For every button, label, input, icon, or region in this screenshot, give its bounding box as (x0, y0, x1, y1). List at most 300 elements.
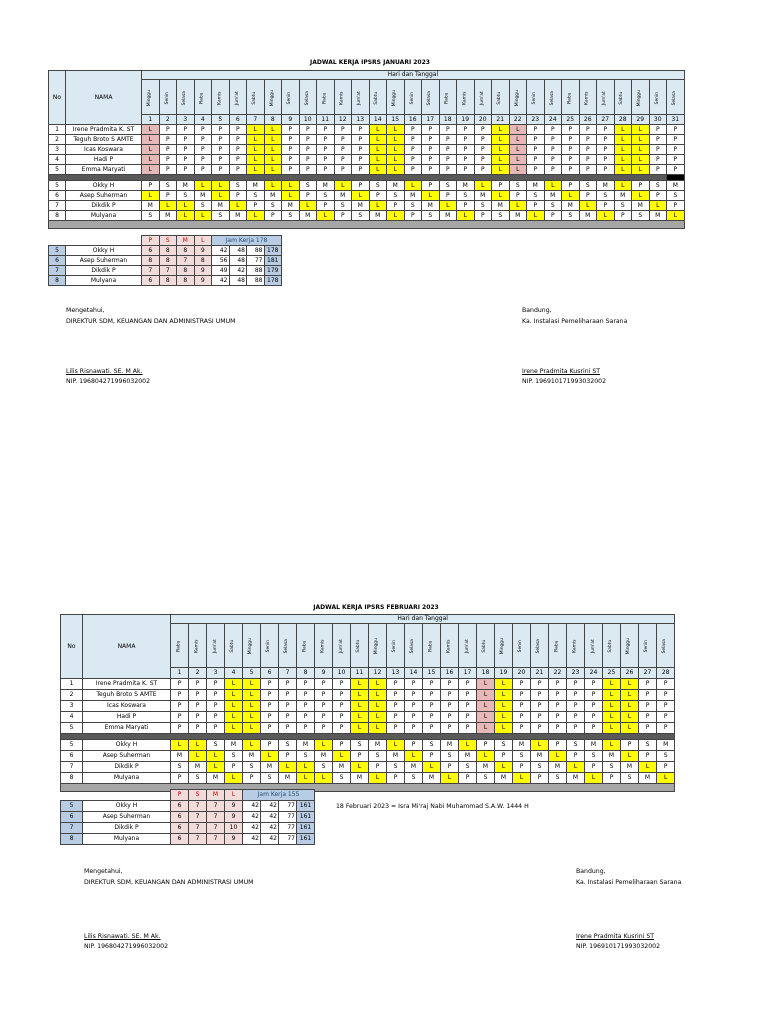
summary-count-p: 6 (171, 812, 189, 823)
shift-cell: L (495, 690, 513, 701)
shift-cell: P (531, 690, 549, 701)
shift-cell: P (177, 165, 195, 175)
shift-cell: P (317, 201, 335, 211)
summary-hours: 42 (261, 812, 279, 823)
feb-right-signer-nip: NIP. 196910171993032002 (576, 943, 661, 950)
shift-cell: P (189, 712, 207, 723)
shift-cell: P (657, 723, 675, 734)
shift-cell: P (333, 690, 351, 701)
shift-cell: P (562, 165, 580, 175)
shift-cell: L (477, 751, 495, 762)
shift-cell: P (459, 773, 477, 784)
shift-cell: L (369, 145, 387, 155)
feb-schedule-table (60, 614, 675, 792)
shift-cell: P (474, 211, 492, 221)
summary-head-m: M (177, 236, 195, 246)
shift-cell: P (474, 135, 492, 145)
day-name-cell (171, 624, 189, 668)
shift-cell: S (212, 211, 230, 221)
shift-cell: S (614, 201, 632, 211)
shift-cell: M (562, 201, 580, 211)
day-name: Jum'at (602, 91, 608, 105)
shift-cell: P (567, 712, 585, 723)
shift-cell: L (207, 762, 225, 773)
shift-cell: M (649, 211, 667, 221)
shift-cell: S (457, 191, 475, 201)
shift-cell: P (562, 135, 580, 145)
shift-cell: L (369, 679, 387, 690)
shift-cell: P (351, 751, 369, 762)
day-name-cell (279, 624, 297, 668)
date-cell: 13 (387, 668, 405, 679)
shift-cell: P (159, 191, 177, 201)
shift-cell: M (189, 762, 207, 773)
date-cell: 9 (315, 668, 333, 679)
employee-name: Irene Pradmita K. ST (83, 679, 171, 690)
shift-cell: P (579, 145, 597, 155)
shift-cell: P (513, 701, 531, 712)
summary-name: Asep Suherman (66, 256, 142, 266)
shift-cell: P (299, 125, 317, 135)
shift-cell: P (549, 740, 567, 751)
shift-cell: L (614, 135, 632, 145)
shift-cell: M (509, 211, 527, 221)
shift-cell: P (567, 679, 585, 690)
shift-cell: L (351, 712, 369, 723)
shift-cell: L (297, 762, 315, 773)
date-cell: 19 (457, 115, 475, 125)
summary-count-s: 8 (159, 276, 177, 286)
shift-cell: P (531, 712, 549, 723)
shift-cell: P (279, 723, 297, 734)
day-name: Jum'at (590, 639, 596, 654)
shift-cell: M (369, 740, 387, 751)
employee-name: Mulyana (83, 773, 171, 784)
feb-direktur: DIREKTUR SDM, KEUANGAN DAN ADMINISTRASI UMUM (84, 879, 254, 886)
shift-cell: P (567, 751, 585, 762)
shift-cell: P (315, 679, 333, 690)
shift-cell: P (387, 723, 405, 734)
date-cell: 22 (509, 115, 527, 125)
date-cell: 18 (439, 115, 457, 125)
shift-cell: M (229, 211, 247, 221)
shift-cell: M (621, 762, 639, 773)
shift-cell: L (549, 751, 567, 762)
shift-cell: P (212, 165, 230, 175)
shift-cell: P (657, 762, 675, 773)
shift-cell: M (142, 201, 160, 211)
feb-ka-instalasi: Ka. Instalasi Pemeliharaan Sarana (576, 879, 682, 886)
shift-cell: S (513, 751, 531, 762)
row-number: 5 (49, 165, 66, 175)
summary-head-l: L (194, 236, 212, 246)
date-cell: 21 (492, 115, 510, 125)
shift-cell: S (317, 191, 335, 201)
shift-cell: P (352, 135, 370, 145)
shift-cell: P (207, 712, 225, 723)
shift-cell: P (459, 712, 477, 723)
shift-cell: M (474, 191, 492, 201)
shift-cell: P (404, 211, 422, 221)
february-title: JADWAL KERJA IPSRS FEBRUARI 2023 (313, 604, 439, 611)
shift-cell: L (247, 135, 265, 145)
shift-cell: P (279, 690, 297, 701)
shift-cell: P (439, 135, 457, 145)
summary-hours: 42 (243, 812, 261, 823)
shift-cell: P (544, 145, 562, 155)
shift-cell: P (352, 155, 370, 165)
date-cell: 28 (614, 115, 632, 125)
shift-cell: P (194, 145, 212, 155)
summary-count-m: 8 (177, 276, 195, 286)
hari-tanggal-header: Hari dan Tanggal (142, 71, 685, 80)
shift-cell: L (369, 135, 387, 145)
day-name: Rabu (322, 92, 328, 104)
shift-cell: P (282, 125, 300, 135)
jan-mengetahui: Mengetahui, (66, 307, 105, 314)
shift-cell: L (387, 145, 405, 155)
table-row (61, 751, 675, 762)
shift-cell: P (549, 701, 567, 712)
date-cell: 10 (333, 668, 351, 679)
shift-cell: L (225, 679, 243, 690)
nama-header: NAMA (66, 71, 142, 125)
shift-cell: M (159, 211, 177, 221)
employee-name: Teguh Broto S AMTE (66, 135, 142, 145)
day-name-cell (351, 624, 369, 668)
jan-right-signer-nip: NIP. 196910171993032002 (522, 378, 607, 385)
day-name-cell (369, 624, 387, 668)
shift-cell: P (597, 165, 615, 175)
shift-cell: M (603, 751, 621, 762)
shift-cell: P (279, 751, 297, 762)
summary-name: Dikdik P (66, 266, 142, 276)
shift-cell: L (509, 145, 527, 155)
shift-cell: P (639, 701, 657, 712)
shift-cell: L (639, 762, 657, 773)
employee-name: Asep Suherman (83, 751, 171, 762)
shift-cell: S (492, 211, 510, 221)
summary-count-l: 9 (225, 801, 243, 812)
shift-cell: M (212, 201, 230, 211)
summary-no: 5 (61, 801, 83, 812)
summary-count-s: 7 (189, 834, 207, 845)
shift-cell: P (405, 690, 423, 701)
day-name: Selasa (284, 639, 290, 654)
shift-cell: P (423, 712, 441, 723)
summary-row (61, 834, 315, 845)
shift-cell: S (544, 201, 562, 211)
shift-cell: L (603, 712, 621, 723)
shift-cell: P (597, 145, 615, 155)
shift-cell: M (299, 211, 317, 221)
shift-cell: P (441, 679, 459, 690)
shift-cell: P (527, 201, 545, 211)
day-name-cell (441, 624, 459, 668)
summary-row (61, 801, 315, 812)
shift-cell: L (369, 165, 387, 175)
row-number: 7 (49, 201, 66, 211)
shift-cell: L (315, 740, 333, 751)
day-name-cell (549, 624, 567, 668)
shift-cell: S (207, 740, 225, 751)
shift-cell: P (352, 125, 370, 135)
day-name-cell (387, 624, 405, 668)
day-name-cell (621, 624, 639, 668)
shift-cell: S (527, 191, 545, 201)
row-number: 4 (49, 155, 66, 165)
day-name-cell (243, 624, 261, 668)
shift-cell: P (189, 701, 207, 712)
shift-cell: L (477, 690, 495, 701)
shift-cell: S (352, 211, 370, 221)
employee-name: Icas Koswara (83, 701, 171, 712)
shift-cell: P (297, 690, 315, 701)
shift-cell: P (457, 165, 475, 175)
shift-cell: L (142, 165, 160, 175)
day-name-cell (459, 624, 477, 668)
date-cell: 16 (404, 115, 422, 125)
summary-count-m: 8 (177, 246, 195, 256)
day-name-cell (531, 624, 549, 668)
shift-cell: M (207, 773, 225, 784)
shift-cell: S (422, 211, 440, 221)
shift-cell: M (404, 191, 422, 201)
day-name: Sabtu (497, 91, 503, 105)
shift-cell: P (567, 690, 585, 701)
shift-cell: S (142, 211, 160, 221)
shift-cell: S (579, 181, 597, 191)
shift-cell: M (422, 201, 440, 211)
shift-cell: P (317, 145, 335, 155)
shift-cell: M (387, 181, 405, 191)
shift-cell: P (667, 201, 685, 211)
shift-cell: S (315, 762, 333, 773)
shift-cell: L (243, 723, 261, 734)
shift-cell: P (459, 690, 477, 701)
shift-cell: P (212, 125, 230, 135)
shift-cell: P (544, 155, 562, 165)
shift-cell: L (614, 155, 632, 165)
date-cell: 27 (639, 668, 657, 679)
date-cell: 25 (562, 115, 580, 125)
shift-cell: L (264, 145, 282, 155)
date-cell: 8 (264, 115, 282, 125)
shift-cell: L (369, 723, 387, 734)
shift-cell: P (579, 155, 597, 165)
shift-cell: L (264, 165, 282, 175)
shift-cell: L (264, 125, 282, 135)
shift-cell: P (667, 135, 685, 145)
date-cell: 10 (299, 115, 317, 125)
shift-cell: L (614, 165, 632, 175)
shift-cell: S (632, 211, 650, 221)
shift-cell: P (352, 145, 370, 155)
summary-count-p: 6 (171, 823, 189, 834)
summary-count-p: 6 (171, 801, 189, 812)
date-cell: 26 (579, 115, 597, 125)
shift-cell: P (334, 165, 352, 175)
shift-cell: P (422, 181, 440, 191)
shift-cell: L (404, 181, 422, 191)
day-name: Rabu (302, 640, 308, 653)
shift-cell: M (225, 740, 243, 751)
shift-cell: L (247, 165, 265, 175)
shift-cell: L (632, 135, 650, 145)
shift-cell: S (439, 181, 457, 191)
shift-cell: P (527, 165, 545, 175)
shift-cell: L (225, 701, 243, 712)
shift-cell: S (562, 211, 580, 221)
shift-cell: M (527, 181, 545, 191)
date-cell: 13 (352, 115, 370, 125)
shift-cell: L (423, 762, 441, 773)
shift-cell: P (352, 165, 370, 175)
shift-cell: L (264, 181, 282, 191)
shift-cell: P (279, 712, 297, 723)
shift-cell: L (177, 211, 195, 221)
shift-cell: P (492, 181, 510, 191)
summary-count-p: 6 (142, 276, 160, 286)
shift-cell: P (299, 135, 317, 145)
summary-total: 178 (264, 276, 282, 286)
shift-cell: M (317, 181, 335, 191)
day-name: Senin (644, 640, 650, 653)
shift-cell: P (171, 690, 189, 701)
shift-cell: L (621, 712, 639, 723)
shift-cell: L (632, 145, 650, 155)
date-cell: 9 (282, 115, 300, 125)
shift-cell: P (639, 679, 657, 690)
shift-cell: S (264, 201, 282, 211)
shift-cell: S (667, 191, 685, 201)
shift-cell: M (261, 762, 279, 773)
shift-cell: L (369, 712, 387, 723)
summary-count-s: 7 (189, 823, 207, 834)
shift-cell: P (194, 155, 212, 165)
shift-cell: S (369, 181, 387, 191)
shift-cell: P (229, 191, 247, 201)
date-cell: 17 (459, 668, 477, 679)
shift-cell: P (632, 181, 650, 191)
summary-count-l: 9 (225, 834, 243, 845)
shift-cell: L (247, 211, 265, 221)
shift-cell: S (531, 762, 549, 773)
employee-name: Okky H (83, 740, 171, 751)
shift-cell: L (387, 155, 405, 165)
shift-cell: P (159, 125, 177, 135)
shift-cell: P (544, 135, 562, 145)
summary-count-l: 8 (194, 256, 212, 266)
summary-count-l: 9 (194, 276, 212, 286)
shift-cell: L (369, 201, 387, 211)
feb-left-signer-name: Lilis Risnawati. SE. M Ak. (84, 933, 161, 940)
shift-cell: M (247, 181, 265, 191)
shift-cell: M (441, 740, 459, 751)
table-row (61, 762, 675, 773)
day-name: Selasa (662, 639, 668, 654)
shift-cell: P (459, 701, 477, 712)
shift-cell: P (225, 762, 243, 773)
summary-head-l: L (225, 790, 243, 801)
day-name: Sabtu (619, 91, 625, 105)
summary-count-m: 7 (207, 801, 225, 812)
summary-blank (61, 790, 83, 801)
row-number: 1 (61, 679, 83, 690)
date-cell: 20 (513, 668, 531, 679)
shift-cell: P (207, 701, 225, 712)
shift-cell: L (649, 201, 667, 211)
shift-cell: L (509, 165, 527, 175)
summary-hours: 56 (212, 256, 230, 266)
summary-head-s: S (189, 790, 207, 801)
shift-cell: L (142, 125, 160, 135)
shift-cell: L (531, 740, 549, 751)
shift-cell: L (142, 135, 160, 145)
shift-cell: L (422, 191, 440, 201)
date-cell: 14 (405, 668, 423, 679)
day-name-cell (477, 624, 495, 668)
shift-cell: P (405, 723, 423, 734)
shift-cell: P (495, 751, 513, 762)
shift-cell: M (423, 773, 441, 784)
shift-cell: P (441, 723, 459, 734)
shift-cell: L (387, 125, 405, 135)
summary-hours: 77 (247, 256, 265, 266)
shift-cell: L (333, 751, 351, 762)
shift-cell: P (603, 773, 621, 784)
shift-cell: M (477, 762, 495, 773)
date-cell: 28 (657, 668, 675, 679)
shift-cell: P (585, 701, 603, 712)
shift-cell: S (459, 762, 477, 773)
day-name: Selasa (304, 90, 310, 106)
shift-cell: P (531, 701, 549, 712)
summary-total: 179 (264, 266, 282, 276)
shift-cell: P (439, 191, 457, 201)
shift-cell: P (177, 135, 195, 145)
summary-no: 8 (49, 276, 66, 286)
shift-cell: M (567, 773, 585, 784)
shift-cell: L (495, 712, 513, 723)
date-cell: 24 (544, 115, 562, 125)
shift-cell: L (189, 751, 207, 762)
shift-cell: M (457, 181, 475, 191)
day-name: Senin (518, 640, 524, 653)
date-cell: 25 (603, 668, 621, 679)
summary-row (61, 812, 315, 823)
shift-cell: P (177, 145, 195, 155)
shift-cell: P (423, 679, 441, 690)
date-cell: 5 (243, 668, 261, 679)
shift-cell: P (177, 125, 195, 135)
shift-cell: P (649, 135, 667, 145)
day-name: Rabu (554, 640, 560, 653)
january-title: JADWAL KERJA IPSRS JANUARI 2023 (310, 59, 430, 66)
shift-cell: P (229, 165, 247, 175)
shift-cell: L (477, 701, 495, 712)
summary-hours: 42 (261, 823, 279, 834)
shift-cell: P (585, 712, 603, 723)
summary-name: Okky H (66, 246, 142, 256)
date-cell: 29 (632, 115, 650, 125)
day-name-cell (585, 624, 603, 668)
summary-name: Mulyana (66, 276, 142, 286)
shift-cell: P (171, 723, 189, 734)
shift-cell: P (387, 701, 405, 712)
feb-right-signer-name: Irene Pradmita Kusrini ST (576, 933, 655, 940)
shift-cell: L (477, 679, 495, 690)
